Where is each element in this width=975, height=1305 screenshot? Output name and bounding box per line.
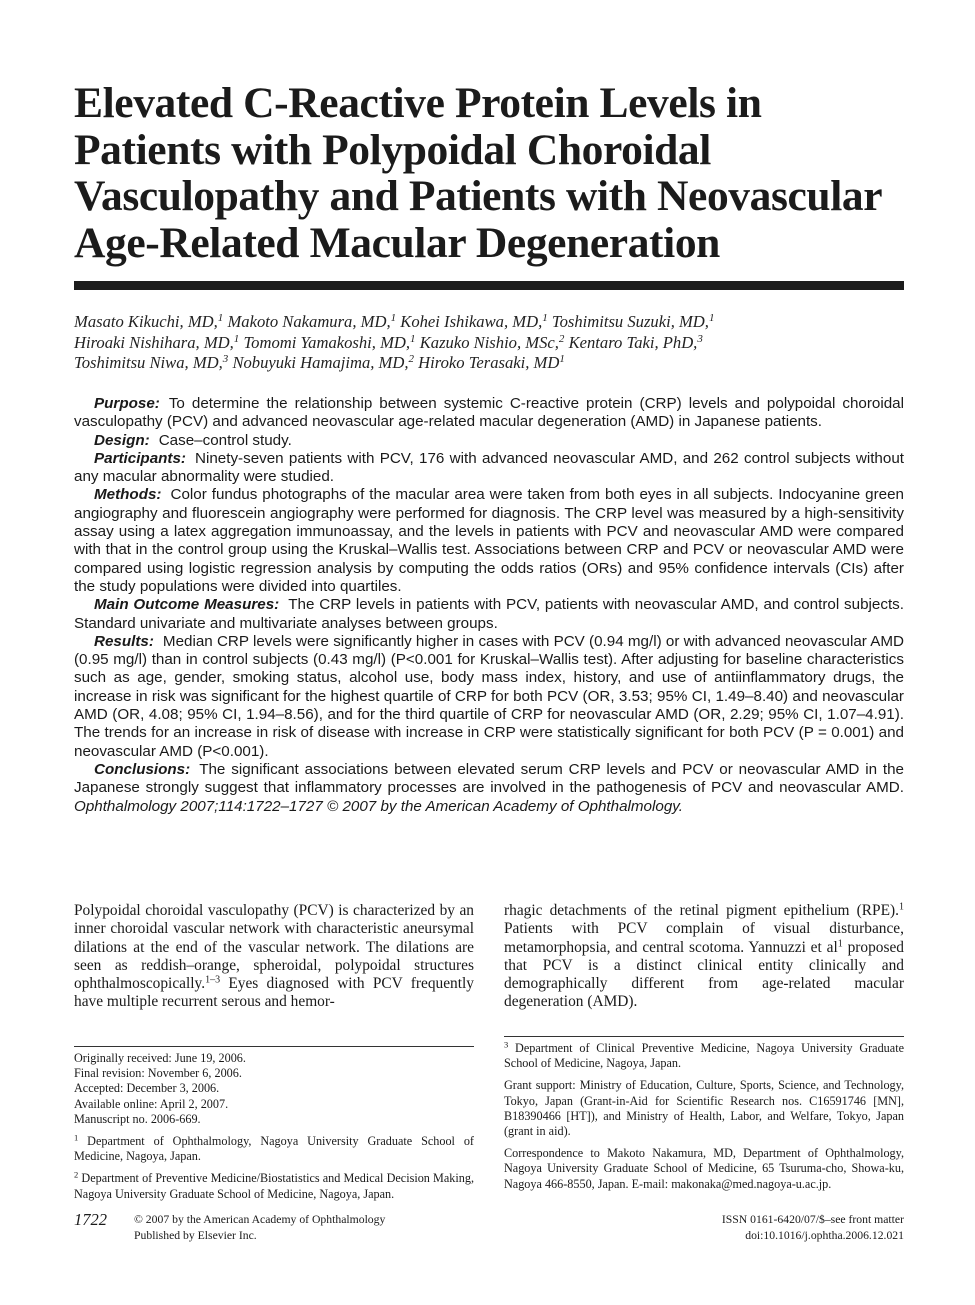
- online-date: Available online: April 2, 2007.: [74, 1096, 229, 1111]
- doi: doi:10.1016/j.ophtha.2006.12.021: [745, 1228, 904, 1242]
- section-label: Main Outcome Measures:: [94, 596, 280, 614]
- author: Nobuyuki Hamajima, MD,$^2$: [232, 352, 414, 372]
- section-label: Participants:: [94, 449, 186, 467]
- abstract: [74, 395, 904, 816]
- received-date: Originally received: June 19, 2006.: [74, 1051, 246, 1065]
- affiliation-3: $^3$ Department of Clinical Preventive Medicine, Nagoya University Graduate School of Medicine, Nagoya, Japan.: [504, 1039, 904, 1071]
- section-label: Conclusions:: [94, 760, 191, 778]
- reference-marker: 1: [837, 938, 843, 950]
- online-line: [74, 1097, 474, 1127]
- page-number: 1722: [74, 1210, 107, 1229]
- publisher-info: [134, 1212, 385, 1243]
- title-rule: [74, 281, 904, 290]
- article-history: [74, 1051, 474, 1127]
- author: Kohei Ishikawa, MD,$^1$: [400, 311, 548, 331]
- footnote-rule-right: [504, 1036, 904, 1037]
- revision-date: Final revision: November 6, 2006.: [74, 1066, 242, 1081]
- publisher: Published by Elsevier Inc.: [134, 1228, 257, 1242]
- author: Tomomi Yamakoshi, MD,$^1$: [243, 332, 416, 352]
- footnote-rule-left: [74, 1046, 474, 1047]
- page-footer-right: [722, 1212, 904, 1243]
- affiliation-2: $^2$ Department of Preventive Medicine/Biostatistics and Medical Decision Making, Nagoya University Graduate School of Medicine, Nagoya, Japan.: [74, 1169, 474, 1201]
- author: Hiroko Terasaki, $MD^1$: [418, 352, 565, 372]
- author: Hiroaki Nishihara, MD,$^1$: [74, 332, 240, 352]
- section-label: Purpose:: [94, 395, 160, 412]
- journal-citation: Ophthalmology 2007;114:1722–1727 © 2007 by the American Academy of Ophthalmology.: [74, 797, 683, 815]
- abstract-purpose: Purpose: To determine the relationship between systemic C-reactive protein (CRP) levels and polypoidal choroidal vasculopathy (PCV) and advanced neovascular age-related macular degeneration (AMD) in Japanese patients.: [74, 395, 904, 431]
- author: Makoto Nakamura, MD,$^1$: [227, 311, 397, 331]
- manuscript-number: Manuscript no. 2006-669.: [74, 1111, 201, 1126]
- abstract-conclusions: Conclusions: The significant associations between elevated serum CRP levels and PCV or neovascular AMD in the Japanese strongly suggest that inflammatory processes are involved in the pathogenesis of PCV and neovascular AMD. Ophthalmology 2007;114:1722–1727 © 2007 by the American Academy of Ophthalmology.: [74, 760, 904, 815]
- body-column-right: [504, 902, 904, 1012]
- reference-marker: 1–3: [205, 974, 221, 986]
- author: Kazuko Nishio, MSc,$^2$: [419, 332, 565, 352]
- footnotes-right: [504, 1041, 904, 1199]
- reference-marker: 1: [899, 901, 904, 913]
- article-title: Elevated C-Reactive Protein Levels in Patients with Polypoidal Choroidal Vasculopathy and Patients with Neovascular Age-Related Macular Degeneration: [74, 79, 882, 267]
- issn: ISSN 0161-6420/07/$–see front matter: [721, 1213, 904, 1226]
- abstract-participants: Participants: Ninety-seven patients with PCV, 176 with advanced neovascular AMD, and 262 control subjects without any macular abnormality were studied.: [74, 449, 904, 486]
- section-label: Methods:: [94, 486, 162, 504]
- author: Masato Kikuchi, MD,$^1$: [74, 311, 224, 331]
- body-column-left: [74, 902, 474, 1012]
- copyright: © 2007 by the American Academy of Ophthalmology: [134, 1213, 386, 1226]
- author: Toshimitsu Niwa, MD,$^3$: [74, 352, 229, 372]
- abstract-design: Design: Case–control study.: [94, 431, 292, 449]
- author: Toshimitsu Suzuki, MD,$^1$: [551, 311, 715, 331]
- section-label: Design:: [94, 431, 150, 449]
- body-paragraph: Polypoidal choroidal vasculopathy (PCV) is characterized by an inner choroidal vascular network with characteristic aneursymal dilations at the end of the vascular network. The dilations are seen as reddish–orange, spheroidal, polypoidal structures ophthalmoscopically.$^{1-3}$ Eyes diagnosed with PCV frequently have multiple recurrent serous and hemor-: [74, 902, 474, 1011]
- abstract-results: Results: Median CRP levels were significantly higher in cases with PCV (0.94 mg/l) or with advanced neovascular AMD (0.95 mg/l) than in control subjects (0.43 mg/l) (P<0.001 for Kruskal–Wallis test). After adjusting for baseline characteristics such as age, gender, smoking status, alcohol use, body mass index, history, and use of antiinflammatory drugs, the increase in risk was significant for the highest quartile of CRP for both PCV (OR, 3.53; 95% CI, 1.49–8.40) and neovascular AMD (OR, 4.08; 95% CI, 1.94–8.56), and for the third quartile of CRP for neovascular AMD (OR, 2.29; 95% CI, 1.07–4.91). The trends for an increase in risk of disease with increase in CRP were statistically significant for both PCV (P = 0.001) and neovascular AMD (P<0.001).: [74, 632, 904, 760]
- author-list: [74, 312, 904, 374]
- section-label: Results:: [94, 632, 154, 650]
- author: Kentaro Taki, PhD,$^3$: [568, 332, 703, 352]
- abstract-methods: Methods: Color fundus photographs of the macular area were taken from both eyes in all subjects. Indocyanine green angiography and fluorescein angiography were performed for diagnosis. The CRP level was measured by a high-sensitivity assay using a latex aggregation immunoassay, and the levels in patients with PCV and neovascular AMD were compared with that in the control group using the Kruskal–Wallis test. Associations between CRP and PCV or neovascular AMD were compared using logistic regression analysis by computing the odds ratios (ORs) and 95% confidence intervals (CIs) after the study populations were divided into quartiles.: [74, 486, 904, 595]
- grant-support: Grant support: Ministry of Education, Culture, Sports, Science, and Technology, Tokyo, Japan (Grant-in-Aid for Scientific Research nos. C16591746 [MN], B18390466 [HT]), and Ministry of Health, Labor, and Welfare, Tokyo, Japan (grant in aid).: [504, 1078, 904, 1139]
- correspondence: Correspondence to Makoto Nakamura, MD, Department of Ophthalmology, Nagoya University Graduate School of Medicine, 65 Tsuruma-cho, Showa-ku, Nagoya 466-8550, Japan. E-mail: makonaka@med.nagoya-u.ac.jp.: [504, 1146, 904, 1191]
- footnotes-left: [74, 1051, 474, 1209]
- body-paragraph: rhagic detachments of the retinal pigment epithelium (RPE).$^1$ Patients with PCV complain of visual disturbance, metamorphopsia, and central scotoma. Yannuzzi et $al^1$ proposed that PCV is a distinct clinical entity clinically and demographically different from age-related macular degeneration (AMD).: [504, 901, 904, 1011]
- affiliation-1: $^1$ Department of Ophthalmology, Nagoya University Graduate School of Medicine, Nagoya, Japan.: [74, 1132, 474, 1164]
- abstract-main-outcome: Main Outcome Measures: The CRP levels in patients with PCV, patients with neovascular AMD, and control subjects. Standard univariate and multivariate analyses between groups.: [74, 596, 904, 632]
- accepted-date: Accepted: December 3, 2006.: [74, 1081, 220, 1096]
